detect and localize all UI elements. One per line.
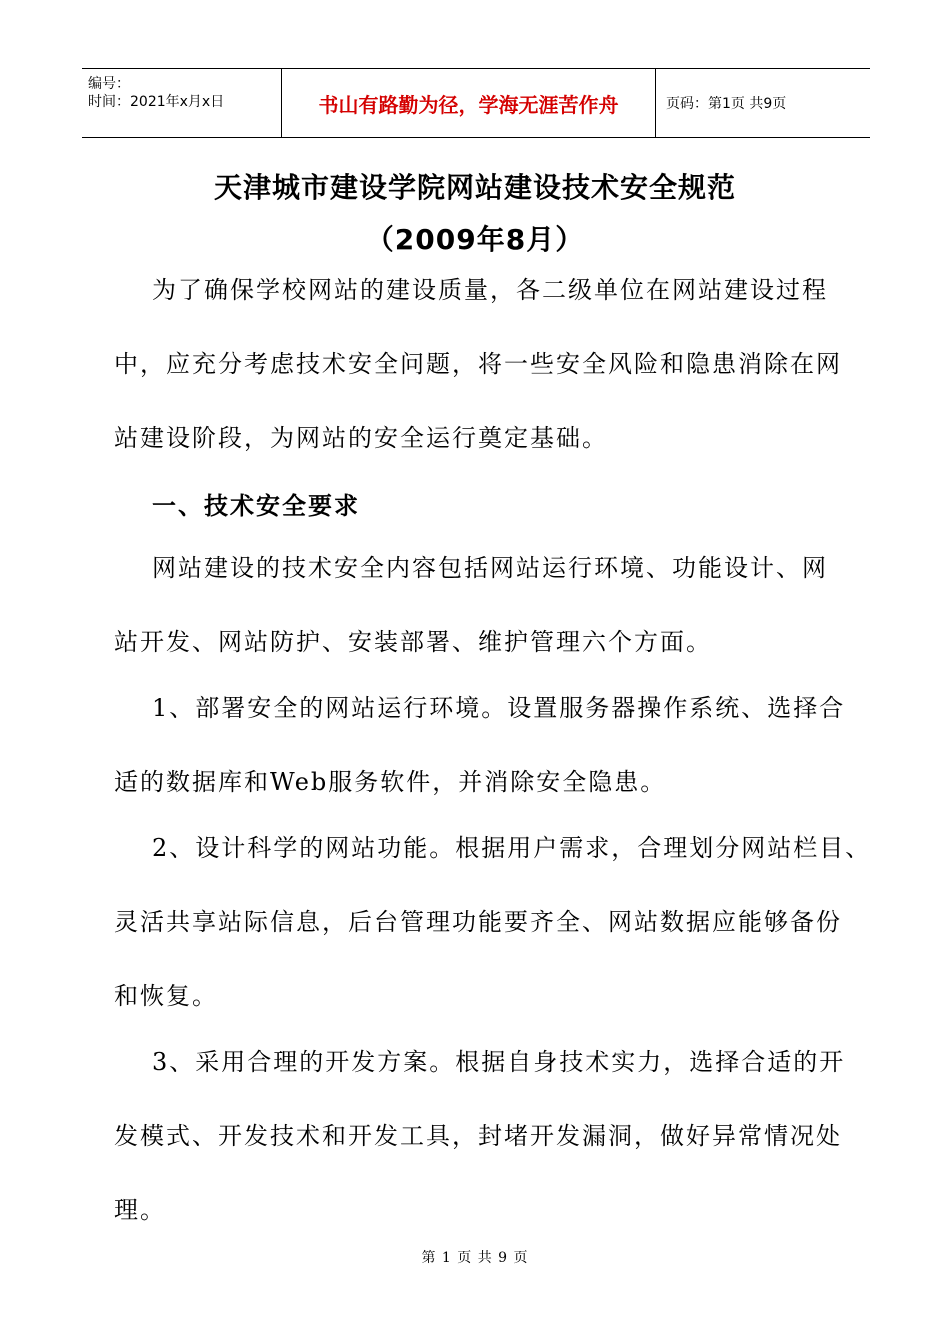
paragraph-line: 和恢复。: [114, 982, 218, 1010]
paragraph-line: 适的数据库和Web服务软件，并消除安全隐患。: [114, 768, 667, 796]
document-title: 天津城市建设学院网站建设技术安全规范: [213, 171, 736, 204]
document-number-label: 编号：: [88, 76, 130, 92]
page-footer: 第 1 页 共 9 页: [421, 1250, 529, 1266]
section-heading: 一、技术安全要求: [152, 492, 360, 520]
document-subtitle: （2009年8月）: [365, 223, 585, 256]
paragraph-line: 站建设阶段，为网站的安全运行奠定基础。: [114, 424, 608, 452]
paragraph-line: 发模式、开发技术和开发工具，封堵开发漏洞，做好异常情况处: [114, 1122, 842, 1150]
page-header: [82, 68, 870, 138]
paragraph-line: 1、部署安全的网站运行环境。设置服务器操作系统、选择合: [152, 694, 846, 722]
paragraph-line: 3、采用合理的开发方案。根据自身技术实力，选择合适的开: [152, 1048, 846, 1076]
paragraph-line: 理。: [114, 1196, 166, 1224]
header-page-info: 页码：第1页 共9页: [666, 96, 787, 112]
paragraph-line: 中，应充分考虑技术安全问题，将一些安全风险和隐患消除在网: [114, 350, 842, 378]
paragraph-line: 灵活共享站际信息，后台管理功能要齐全、网站数据应能够备份: [114, 908, 842, 936]
paragraph-line: 站开发、网站防护、安装部署、维护管理六个方面。: [114, 628, 712, 656]
header-meta-cell: [82, 69, 282, 137]
document-time-label: 时间：2021年x月x日: [88, 94, 225, 110]
paragraph-line: 网站建设的技术安全内容包括网站运行环境、功能设计、网: [152, 554, 828, 582]
paragraph-line: 2、设计科学的网站功能。根据用户需求，合理划分网站栏目、: [152, 834, 872, 862]
paragraph-line: 为了确保学校网站的建设质量，各二级单位在网站建设过程: [152, 276, 828, 304]
header-motto: 书山有路勤为径，学海无涯苦作舟: [282, 69, 656, 137]
